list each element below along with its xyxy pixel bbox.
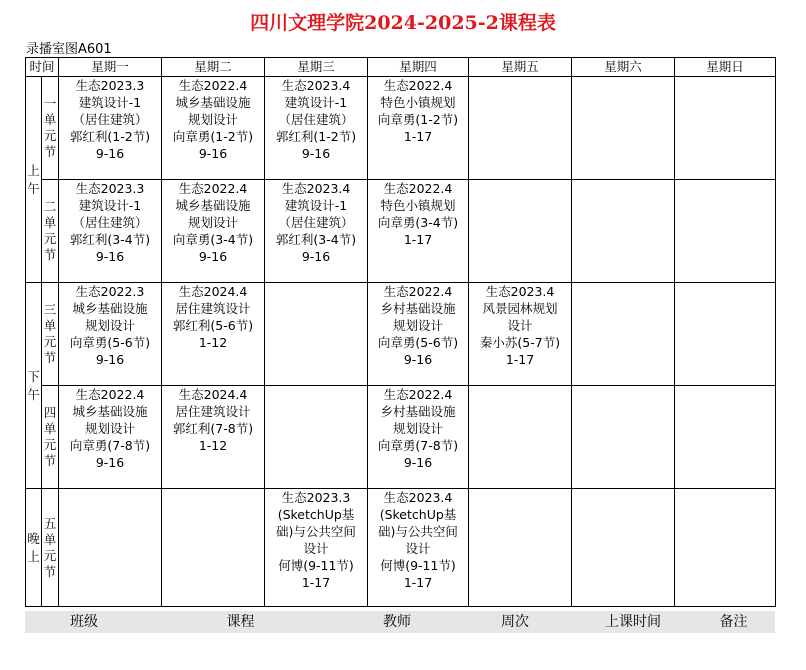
course-line: (SketchUp基 bbox=[277, 507, 355, 522]
course-line: 生态2023.3 bbox=[281, 490, 351, 505]
legend-course: 课程 bbox=[226, 614, 255, 630]
header-time: 时间 bbox=[26, 58, 59, 77]
header-day: 星期三 bbox=[265, 58, 368, 77]
course-line: 向章勇(3-4节) bbox=[377, 215, 459, 230]
period-evening: 晚 上 bbox=[26, 489, 42, 607]
course-line: 生态2023.4 bbox=[281, 78, 351, 93]
course-cell bbox=[162, 283, 265, 386]
course-cell bbox=[59, 386, 162, 489]
course-line: 9-16 bbox=[95, 455, 125, 470]
course-line: 规划设计 bbox=[392, 318, 443, 333]
course-cell bbox=[59, 489, 162, 607]
row-slot-5 bbox=[26, 489, 776, 607]
course-line: 向章勇(7-8节) bbox=[377, 438, 459, 453]
course-line: 生态2023.4 bbox=[383, 490, 453, 505]
course-cell bbox=[368, 283, 469, 386]
course-cell bbox=[162, 77, 265, 180]
course-line: 1-17 bbox=[301, 575, 331, 590]
course-line: 9-16 bbox=[198, 249, 228, 264]
course-cell bbox=[265, 77, 368, 180]
header-day: 星期日 bbox=[675, 58, 776, 77]
course-line: 9-16 bbox=[403, 352, 433, 367]
course-line: 1-17 bbox=[505, 352, 535, 367]
course-cell bbox=[162, 386, 265, 489]
course-line: 生态2022.4 bbox=[178, 181, 248, 196]
slot-label: 二 单 元 节 bbox=[42, 180, 59, 283]
course-line: 9-16 bbox=[95, 146, 125, 161]
course-line: 郭红利(5-6节) bbox=[172, 318, 254, 333]
timetable bbox=[25, 57, 776, 607]
course-line: 乡村基础设施 bbox=[380, 301, 456, 316]
course-cell bbox=[162, 180, 265, 283]
course-cell bbox=[368, 489, 469, 607]
course-line: （居住建筑） bbox=[72, 215, 148, 230]
course-cell bbox=[469, 283, 572, 386]
course-line: 9-16 bbox=[301, 146, 331, 161]
course-cell bbox=[265, 489, 368, 607]
course-line: （居住建筑） bbox=[72, 112, 148, 127]
legend-weeks: 周次 bbox=[501, 614, 529, 630]
course-line: 城乡基础设施 bbox=[72, 301, 148, 316]
course-cell bbox=[265, 180, 368, 283]
course-line: 生态2023.4 bbox=[485, 284, 555, 299]
header-day: 星期六 bbox=[572, 58, 675, 77]
header-row bbox=[26, 58, 776, 77]
course-line: 9-16 bbox=[301, 249, 331, 264]
course-line: 生态2022.4 bbox=[178, 78, 248, 93]
course-cell bbox=[675, 386, 776, 489]
course-cell bbox=[469, 180, 572, 283]
course-line: 向章勇(7-8节) bbox=[69, 438, 151, 453]
course-line: 何博(9-11节) bbox=[278, 558, 354, 573]
course-line: 设计 bbox=[507, 318, 533, 333]
course-line: 城乡基础设施 bbox=[175, 95, 251, 110]
course-line: 规划设计 bbox=[84, 318, 135, 333]
course-cell bbox=[572, 180, 675, 283]
course-line: 9-16 bbox=[198, 146, 228, 161]
course-line: 风景园林规划 bbox=[482, 301, 558, 316]
course-line: 规划设计 bbox=[84, 421, 135, 436]
course-line: 建筑设计-1 bbox=[284, 95, 348, 110]
header-day: 星期五 bbox=[469, 58, 572, 77]
course-line: 1-12 bbox=[198, 438, 228, 453]
course-line: 生态2024.4 bbox=[178, 387, 248, 402]
course-line: 郭红利(3-4节) bbox=[275, 232, 357, 247]
course-line: 建筑设计-1 bbox=[78, 198, 142, 213]
course-line: 1-17 bbox=[403, 129, 433, 144]
course-line: 设计 bbox=[303, 541, 329, 556]
course-cell bbox=[469, 489, 572, 607]
course-line: 郭红利(3-4节) bbox=[69, 232, 151, 247]
course-line: 9-16 bbox=[403, 455, 433, 470]
course-line: 乡村基础设施 bbox=[380, 404, 456, 419]
legend-bar bbox=[25, 611, 775, 633]
course-line: 9-16 bbox=[95, 352, 125, 367]
course-line: 居住建筑设计 bbox=[175, 404, 251, 419]
course-line: 1-17 bbox=[403, 575, 433, 590]
course-line: 城乡基础设施 bbox=[175, 198, 251, 213]
course-line: 生态2023.4 bbox=[281, 181, 351, 196]
course-cell bbox=[572, 283, 675, 386]
period-morning: 上 午 bbox=[26, 77, 42, 283]
slot-label: 三 单 元 节 bbox=[42, 283, 59, 386]
course-line: 生态2022.4 bbox=[383, 387, 453, 402]
row-slot-3 bbox=[26, 283, 776, 386]
course-line: （居住建筑） bbox=[278, 215, 354, 230]
header-day: 星期四 bbox=[368, 58, 469, 77]
course-cell bbox=[368, 180, 469, 283]
course-cell bbox=[675, 489, 776, 607]
course-cell bbox=[572, 386, 675, 489]
slot-label: 四 单 元 节 bbox=[42, 386, 59, 489]
header-day: 星期二 bbox=[162, 58, 265, 77]
course-line: 9-16 bbox=[95, 249, 125, 264]
course-cell bbox=[469, 386, 572, 489]
course-cell bbox=[572, 77, 675, 180]
course-line: 生态2022.4 bbox=[383, 181, 453, 196]
course-line: 生态2022.4 bbox=[383, 284, 453, 299]
course-line: 特色小镇规划 bbox=[380, 198, 456, 213]
course-line: 生态2022.3 bbox=[75, 284, 145, 299]
course-line: 生态2023.3 bbox=[75, 181, 145, 196]
row-slot-4 bbox=[26, 386, 776, 489]
course-line: 向章勇(5-6节) bbox=[69, 335, 151, 350]
course-cell bbox=[368, 77, 469, 180]
course-line: 居住建筑设计 bbox=[175, 301, 251, 316]
course-cell bbox=[368, 386, 469, 489]
slot-label: 五 单 元 节 bbox=[42, 489, 59, 607]
course-cell bbox=[675, 77, 776, 180]
course-line: 郭红利(7-8节) bbox=[172, 421, 254, 436]
room-label: 录播室图A601 bbox=[26, 42, 112, 57]
course-line: 设计 bbox=[405, 541, 431, 556]
course-line: 础)与公共空间 bbox=[276, 524, 356, 539]
row-slot-2 bbox=[26, 180, 776, 283]
course-cell bbox=[265, 283, 368, 386]
legend-class: 班级 bbox=[70, 614, 98, 630]
course-line: 础)与公共空间 bbox=[378, 524, 458, 539]
course-line: 向章勇(1-2节) bbox=[172, 129, 254, 144]
course-line: （居住建筑） bbox=[278, 112, 354, 127]
course-line: 向章勇(1-2节) bbox=[377, 112, 459, 127]
course-line: 城乡基础设施 bbox=[72, 404, 148, 419]
course-line: 1-17 bbox=[403, 232, 433, 247]
page-title: 四川文理学院2024-2025-2课程表 bbox=[250, 12, 556, 34]
course-cell bbox=[469, 77, 572, 180]
legend-notes: 备注 bbox=[719, 614, 748, 630]
course-line: 秦小苏(5-7节) bbox=[479, 335, 561, 350]
course-line: (SketchUp基 bbox=[379, 507, 457, 522]
course-line: 生态2023.3 bbox=[75, 78, 145, 93]
course-cell bbox=[59, 77, 162, 180]
course-cell bbox=[59, 283, 162, 386]
course-line: 建筑设计-1 bbox=[78, 95, 142, 110]
period-afternoon: 下 午 bbox=[26, 283, 42, 489]
header-day: 星期一 bbox=[59, 58, 162, 77]
course-line: 生态2022.4 bbox=[383, 78, 453, 93]
row-slot-1 bbox=[26, 77, 776, 180]
course-line: 规划设计 bbox=[187, 112, 238, 127]
legend-teacher: 教师 bbox=[383, 614, 411, 630]
course-line: 特色小镇规划 bbox=[380, 95, 456, 110]
course-cell bbox=[675, 180, 776, 283]
course-cell bbox=[675, 283, 776, 386]
course-line: 何博(9-11节) bbox=[380, 558, 456, 573]
course-line: 向章勇(5-6节) bbox=[377, 335, 459, 350]
course-cell bbox=[572, 489, 675, 607]
course-cell bbox=[265, 386, 368, 489]
course-line: 生态2022.4 bbox=[75, 387, 145, 402]
course-line: 向章勇(3-4节) bbox=[172, 232, 254, 247]
course-cell bbox=[59, 180, 162, 283]
course-line: 规划设计 bbox=[392, 421, 443, 436]
slot-label: 一 单 元 节 bbox=[42, 77, 59, 180]
course-line: 郭红利(1-2节) bbox=[275, 129, 357, 144]
course-line: 规划设计 bbox=[187, 215, 238, 230]
course-line: 建筑设计-1 bbox=[284, 198, 348, 213]
course-cell bbox=[162, 489, 265, 607]
course-line: 1-12 bbox=[198, 335, 228, 350]
legend-class-time: 上课时间 bbox=[605, 614, 661, 630]
course-line: 郭红利(1-2节) bbox=[69, 129, 151, 144]
course-line: 生态2024.4 bbox=[178, 284, 248, 299]
